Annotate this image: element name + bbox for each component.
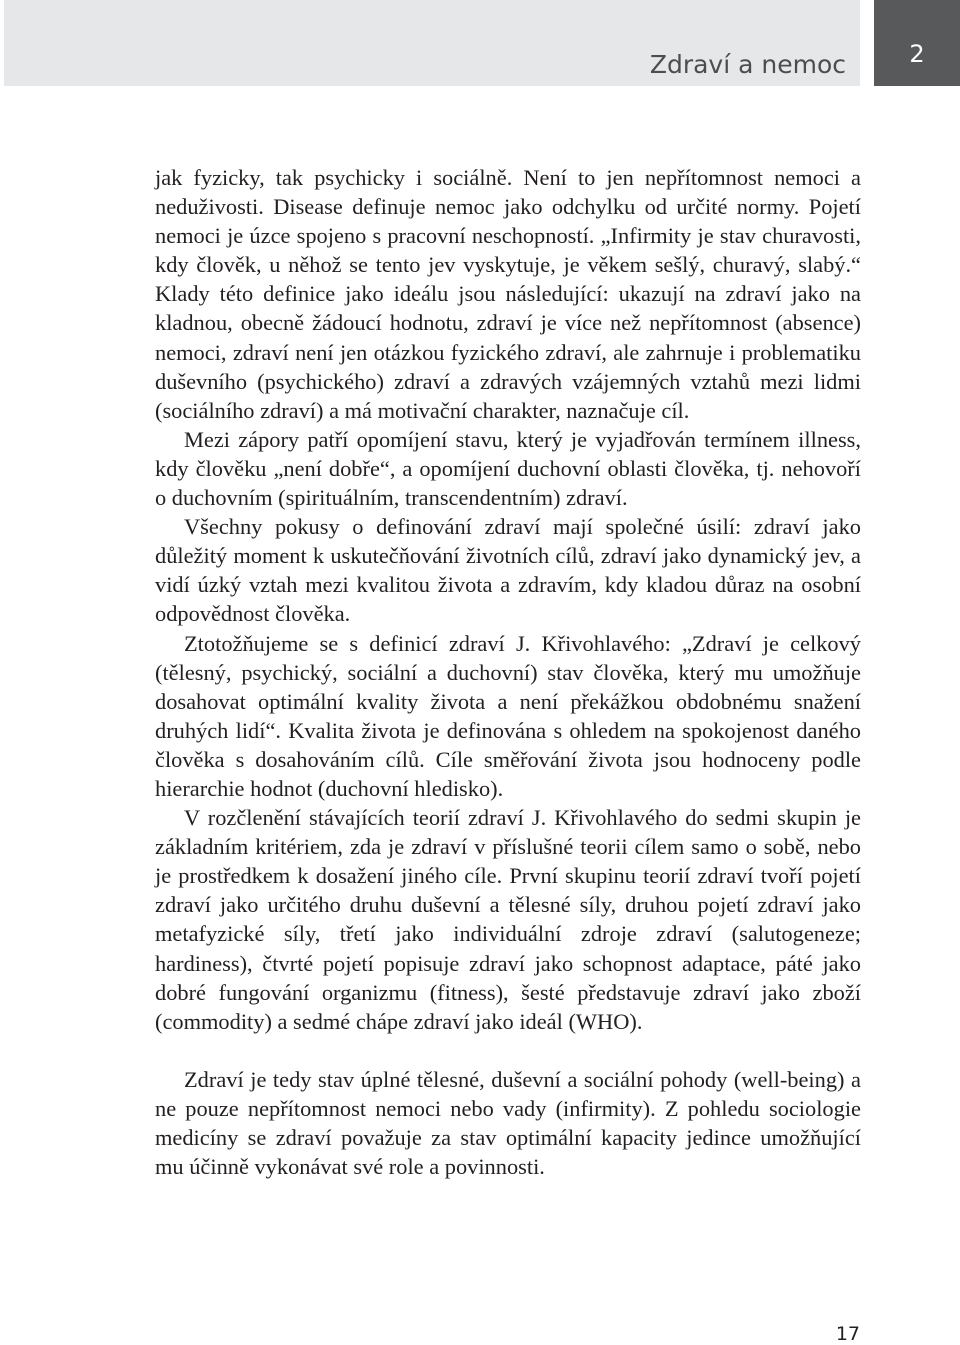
- paragraph-4: Ztotožňujeme se s definicí zdraví J. Křivohlavého: „Zdraví je celkový (tělesný, psychický, sociální a duchovní) stav člověka, který mu umožňuje dosahovat optimální kvality života a není překážkou obdobnému snažení druhých lidí“. Kvalita života je definována s ohledem na spokojenost daného člověka s dosahováním cílů. Cíle směřování života jsou hodnoceny podle hierarchie hodnot (duchovní hledisko).: [155, 630, 861, 801]
- body-text: [155, 163, 861, 1181]
- paragraph-5: V rozčlenění stávajících teorií zdraví J. Křivohlavého do sedmi skupin je základním kritériem, zda je zdraví v příslušné teorii cílem samo o sobě, nebo je prostředkem k dosažení jiného cíle. První skupinu teorií zdraví tvoří pojetí zdraví jako určitého druhu duševní a tělesné síly, druhou pojetí zdraví jako metafyzické síly, třetí jako individuální zdroje zdraví (salutogeneze; hardiness), čtvrté pojetí popisuje zdraví jako schopnost adaptace, páté jako dobré fungování organizmu (fitness), šesté představuje zdraví jako zboží (commodity) a sedmé chápe zdraví jako ideál (WHO).: [155, 805, 861, 1034]
- paragraph-1: jak fyzicky, tak psychicky i sociálně. Není to jen nepřítomnost nemoci a neduživosti. Disease definuje nemoc jako odchylku od určité normy. Pojetí nemoci je úzce spojeno s pracovní neschopností. „Infirmity je stav churavosti, kdy člověk, u něhož se tento jev vyskytuje, je věkem sešlý, churavý, slabý.“ Klady této definice jako ideálu jsou následující: ukazují na zdraví jako na kladnou, obecně žádoucí hodnotu, zdraví je více než nepřítomnost (absence) nemoci, zdraví není jen otázkou fyzického zdraví, ale zahrnuje i problematiku duševního (psychického) zdraví a zdravých vzájemných vztahů mezi lidmi (sociálního zdraví) a má motivační charakter, naznačuje cíl.: [155, 165, 861, 423]
- chapter-tab: [874, 0, 960, 86]
- running-header-bar: [4, 0, 860, 86]
- paragraph-2: Mezi zápory patří opomíjení stavu, který je vyjadřován termínem illness, kdy člověku „není dobře“, a opomíjení duchovní oblasti člověka, tj. nehovoří o duchovním (spirituálním, transcendentním) zdraví.: [155, 426, 861, 511]
- running-header-title: Zdraví a nemoc: [649, 50, 846, 79]
- paragraph-6: Zdraví je tedy stav úplné tělesné, duševní a sociální pohody (well-being) a ne pouze nepřítomnost nemoci nebo vady (infirmity). Z pohledu sociologie medicíny se zdraví považuje za stav optimální kapacity jedince umožňující mu účinně vykonávat své role a povinnosti.: [155, 1066, 861, 1180]
- chapter-number: 2: [909, 40, 925, 68]
- page-number: 17: [835, 1323, 860, 1345]
- paragraph-3: Všechny pokusy o definování zdraví mají společné úsilí: zdraví jako důležitý moment k uskutečňování životních cílů, zdraví jako dynamický jev, a vidí úzký vztah mezi kvalitou života a zdravím, kdy kladou důraz na osobní odpovědnost člověka.: [155, 514, 861, 627]
